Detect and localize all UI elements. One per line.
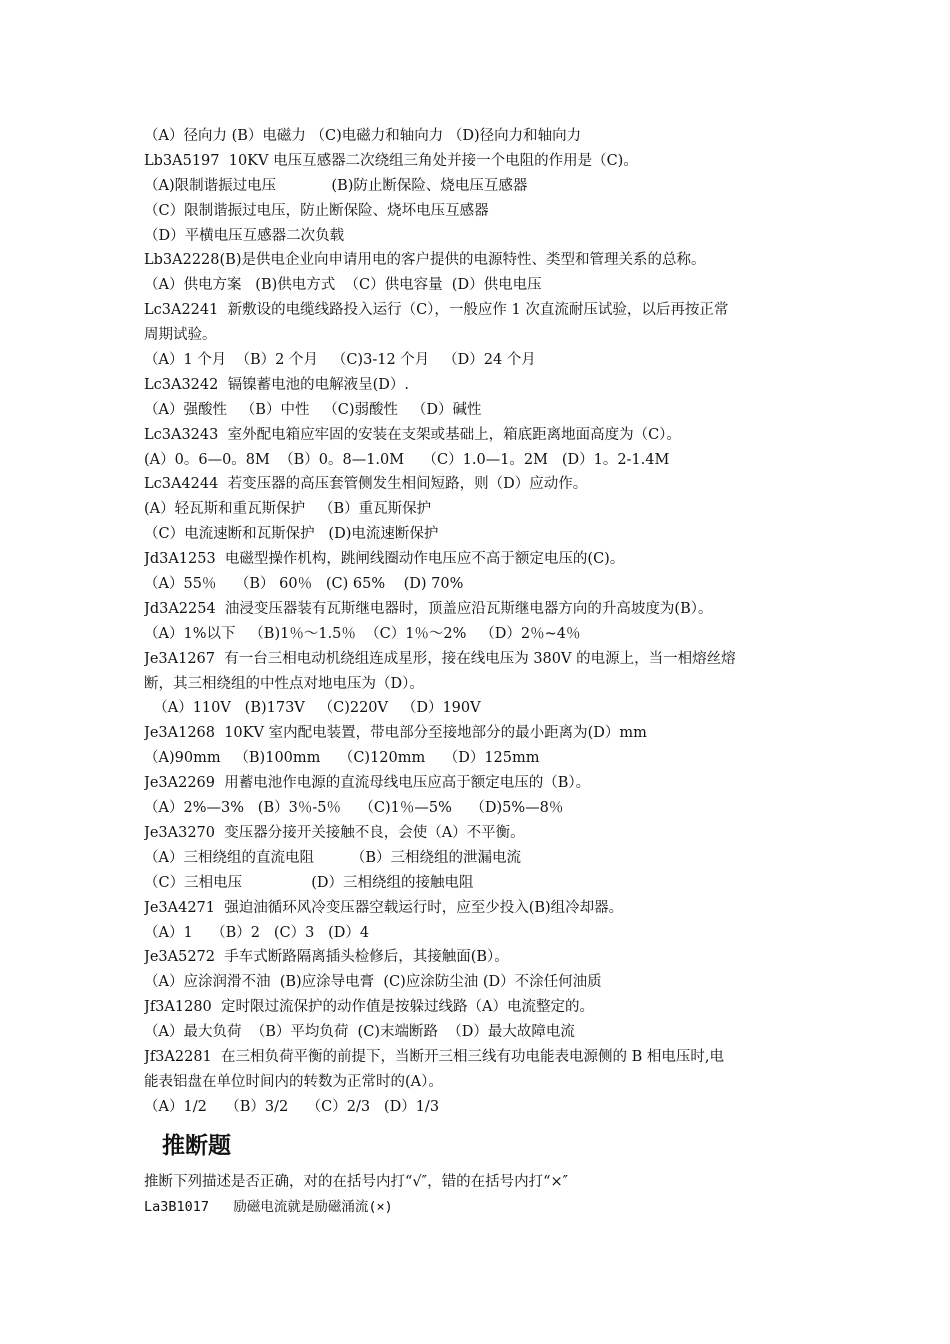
text-line: La3B1017 励磁电流就是励磁涌流(×) xyxy=(144,1198,393,1215)
text-line: Lb3A2228(B)是供电企业向申请用电的客户提供的电源特性、类型和管理关系的总称。 xyxy=(144,252,706,269)
question-list xyxy=(144,124,824,1120)
text-line: （A)90mm （B)100mm （C)120mm （D）125mm xyxy=(144,750,540,767)
text-line: （A）供电方案 (B)供电方式 （C）供电容量 (D）供电电压 xyxy=(144,277,542,294)
text-line: Je3A3270 变压器分接开关接触不良，会使（A）不平衡。 xyxy=(144,824,525,841)
text-line: （A)限制谐振过电压 (B)防止断保险、烧电压互感器 xyxy=(144,177,528,194)
text-line: Jf3A1280 定时限过流保护的动作值是按躲过线路（A）电流整定的。 xyxy=(144,999,594,1016)
text-line: 推断下列描述是否正确，对的在括号内打“√″，错的在括号内打“×″ xyxy=(144,1173,569,1190)
text-line: 周期试验。 xyxy=(144,327,217,344)
text-line: 能表铝盘在单位时间内的转数为正常时的(A）。 xyxy=(144,1073,443,1090)
text-line: （C）电流速断和瓦斯保护 (D)电流速断保护 xyxy=(144,526,439,543)
text-line: Jf3A2281 在三相负荷平衡的前提下，当断开三相三线有功电能表电源侧的 B 相电压时,电 xyxy=(144,1048,724,1065)
text-line: （A）应涂润滑不油 (B)应涂导电膏 (C)应涂防尘油 (D）不涂任何油质 xyxy=(144,974,602,991)
text-line: (A）0。6—0。8M （B）0。8—1.0M （C）1.0—1。2M (D）1。2-1.4M xyxy=(144,451,670,468)
text-line: 断，其三相绕组的中性点对地电压为（D）。 xyxy=(144,675,424,692)
text-line: Lc3A4244 若变压器的高压套管侧发生相间短路，则（D）应动作。 xyxy=(144,476,588,493)
text-line: （A）1 个月 （B）2 个月 （C)3-12 个月 （D）24 个月 xyxy=(144,352,536,369)
document-page xyxy=(144,124,824,1219)
text-line: Je3A1267 有一台三相电动机绕组连成星形，接在线电压为 380V 的电源上，当一相熔丝熔 xyxy=(144,650,736,667)
text-line: （A）1%以下 （B)1％～1.5％ （C）1％～2% （D）2％~4％ xyxy=(144,625,581,642)
text-line: （A）最大负荷 （B）平均负荷 (C)末端断路 （D）最大故障电流 xyxy=(144,1024,575,1041)
judgment-section xyxy=(144,1170,824,1220)
text-line: Lc3A3243 室外配电箱应牢固的安装在支架或基础上，箱底距离地面高度为（C）。 xyxy=(144,426,681,443)
text-line: Je3A5272 手车式断路隔离插头检修后，其接触面(B）。 xyxy=(144,949,509,966)
text-line: Jd3A2254 油浸变压器装有瓦斯继电器时，顶盖应沿瓦斯继电器方向的升高坡度为(B）。 xyxy=(144,600,713,617)
text-line: Lc3A2241 新敷设的电缆线路投入运行（C），一般应作 1 次直流耐压试验，以后再按正常 xyxy=(144,302,729,319)
text-line: Je3A2269 用蓄电池作电源的直流母线电压应高于额定电压的（B）。 xyxy=(144,775,591,792)
text-line: （D）平横电压互感器二次负载 xyxy=(144,227,345,244)
text-line: （A）55％ （B） 60％ (C) 65% (D) 70% xyxy=(144,576,464,593)
text-line: Jd3A1253 电磁型操作机构，跳闸线圈动作电压应不高于额定电压的(C)。 xyxy=(144,551,625,568)
text-line: （A）三相绕组的直流电阻 （B）三相绕组的泄漏电流 xyxy=(144,849,521,866)
text-line: Je3A4271 强迫油循环风冷变压器空载运行时，应至少投入(B)组冷却器。 xyxy=(144,899,624,916)
section-heading: 推断题 xyxy=(162,1132,231,1159)
text-line: （A）1/2 （B）3/2 （C）2/3 (D）1/3 xyxy=(144,1098,440,1115)
text-line: Lb3A5197 10KV 电压互感器二次绕组三角处并接一个电阻的作用是（C)。 xyxy=(144,152,638,169)
text-line: （A）强酸性 （B）中性 （C)弱酸性 （D）碱性 xyxy=(144,401,482,418)
text-line: （C）限制谐振过电压，防止断保险、烧坏电压互感器 xyxy=(144,202,489,219)
text-line: Je3A1268 10KV 室内配电装置，带电部分至接地部分的最小距离为(D）mm xyxy=(144,725,647,742)
text-line: （C）三相电压 (D）三相绕组的接触电阻 xyxy=(144,874,474,891)
text-line: （A）径向力 (B）电磁力 （C)电磁力和轴向力 （D)径向力和轴向力 xyxy=(144,128,582,144)
text-line: （A）1 （B）2 (C）3 (D）4 xyxy=(144,924,370,941)
text-line: Lc3A3242 镉镍蓄电池的电解液呈(D）. xyxy=(144,376,409,393)
text-line: (A）轻瓦斯和重瓦斯保护 （B）重瓦斯保护 xyxy=(144,501,432,518)
text-line: （A）110V (B)173V （C)220V （D）190V xyxy=(144,700,481,717)
text-line: （A）2%—3% (B）3％-5％ （C)1％—5% （D)5%—8％ xyxy=(144,800,564,817)
